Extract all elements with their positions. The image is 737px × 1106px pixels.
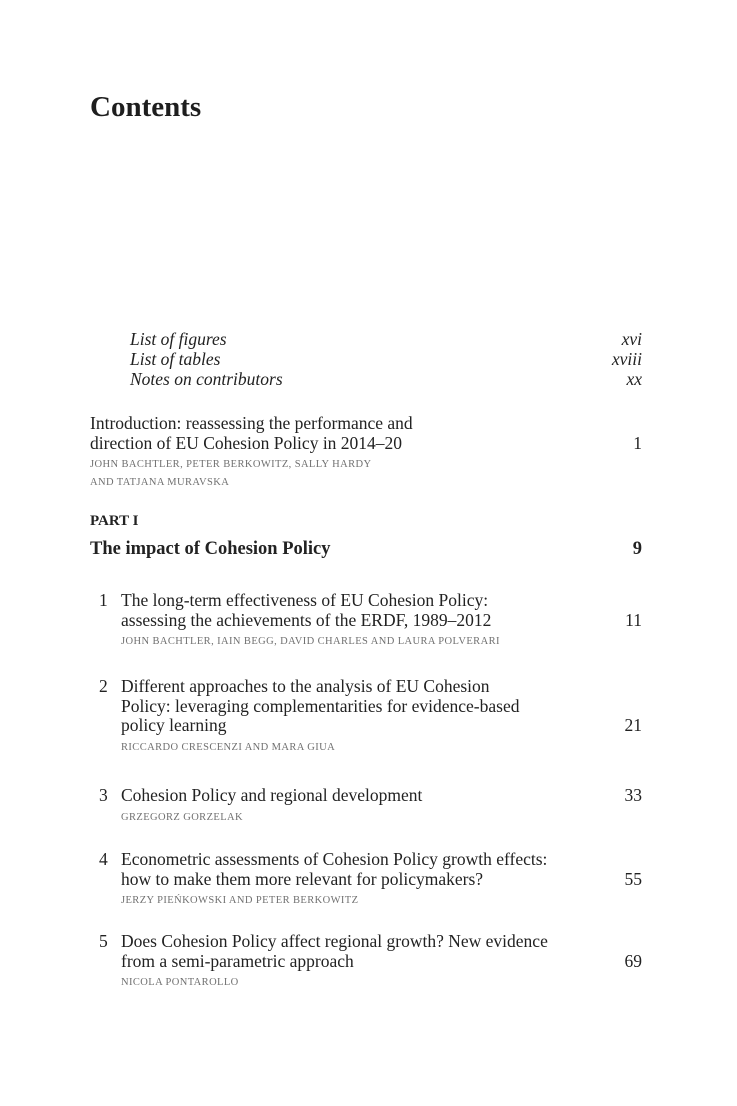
- chapter-number: 3: [99, 785, 108, 805]
- entry-title-line: direction of EU Cohesion Policy in 2014–20: [90, 432, 403, 453]
- chapter-number: 2: [99, 676, 108, 696]
- entry-title-line: from a semi-parametric approach: [121, 950, 354, 971]
- toc-entry-chapter-4[interactable]: [99, 849, 642, 910]
- entry-title-line: Cohesion Policy and regional development: [121, 785, 423, 805]
- toc-entry-chapter-3[interactable]: [99, 785, 642, 827]
- chapter-number: 5: [99, 931, 108, 951]
- toc-entry-chapter-5[interactable]: [99, 931, 642, 992]
- entry-title-line: Econometric assessments of Cohesion Policy growth effects:: [121, 849, 548, 869]
- toc-entry-introduction[interactable]: [90, 414, 642, 492]
- entry-page: 33: [624, 785, 642, 805]
- chapter-number: 4: [99, 849, 108, 869]
- entry-authors: AND TATJANA MURAVSKA: [90, 477, 230, 488]
- toc-entry-chapter-2[interactable]: [99, 676, 642, 757]
- entry-page: xviii: [611, 349, 642, 369]
- entry-authors: RICCARDO CRESCENZI AND MARA GIUA: [121, 741, 336, 753]
- entry-page: xvi: [621, 329, 642, 349]
- entry-title: Notes on contributors: [130, 369, 283, 389]
- entry-page: 55: [624, 868, 642, 889]
- entry-page: 9: [632, 539, 642, 559]
- entry-authors: NICOLA PONTAROLLO: [121, 977, 239, 988]
- entry-page: 11: [625, 609, 642, 630]
- entry-title-line: Different approaches to the analysis of EU Cohesion: [121, 676, 490, 696]
- page-title: Contents: [90, 91, 202, 123]
- entry-title-line: policy learning: [121, 715, 227, 735]
- toc-entry-list-of-tables[interactable]: [90, 349, 642, 369]
- entry-authors: GRZEGORZ GORZELAK: [121, 811, 243, 823]
- front-matter-list: [90, 329, 642, 389]
- chapter-number: 1: [99, 590, 108, 610]
- entry-authors: JOHN BACHTLER, IAIN BEGG, DAVID CHARLES AND LAURA POLVERARI: [121, 636, 500, 647]
- entry-title-line: assessing the achievements of the ERDF, 1989–2012: [121, 609, 492, 630]
- entry-title: List of figures: [130, 329, 227, 349]
- entry-title: List of tables: [130, 349, 221, 369]
- toc-entry-chapter-1[interactable]: [99, 590, 642, 651]
- toc-entry-list-of-figures[interactable]: [90, 329, 642, 349]
- entry-authors: JERZY PIEŃKOWSKI AND PETER BERKOWITZ: [121, 895, 359, 906]
- entry-title-line: Introduction: reassessing the performance and: [90, 413, 413, 433]
- entry-title-line: how to make them more relevant for policymakers?: [121, 868, 484, 889]
- entry-page: 1: [633, 432, 642, 453]
- toc-entry-notes-on-contributors[interactable]: [90, 369, 642, 389]
- entry-authors: JOHN BACHTLER, PETER BERKOWITZ, SALLY HARDY: [90, 459, 372, 470]
- entry-title-line: Does Cohesion Policy affect regional growth? New evidence: [121, 931, 548, 951]
- entry-page: 21: [624, 715, 642, 735]
- part-label: PART I: [90, 513, 139, 529]
- toc-part-1[interactable]: [90, 512, 642, 560]
- entry-title-line: The long-term effectiveness of EU Cohesion Policy:: [121, 590, 489, 610]
- entry-page: xx: [626, 369, 642, 389]
- entry-title-line: Policy: leveraging complementarities for evidence-based: [121, 695, 520, 716]
- part-title: The impact of Cohesion Policy: [90, 539, 331, 559]
- entry-page: 69: [624, 950, 642, 971]
